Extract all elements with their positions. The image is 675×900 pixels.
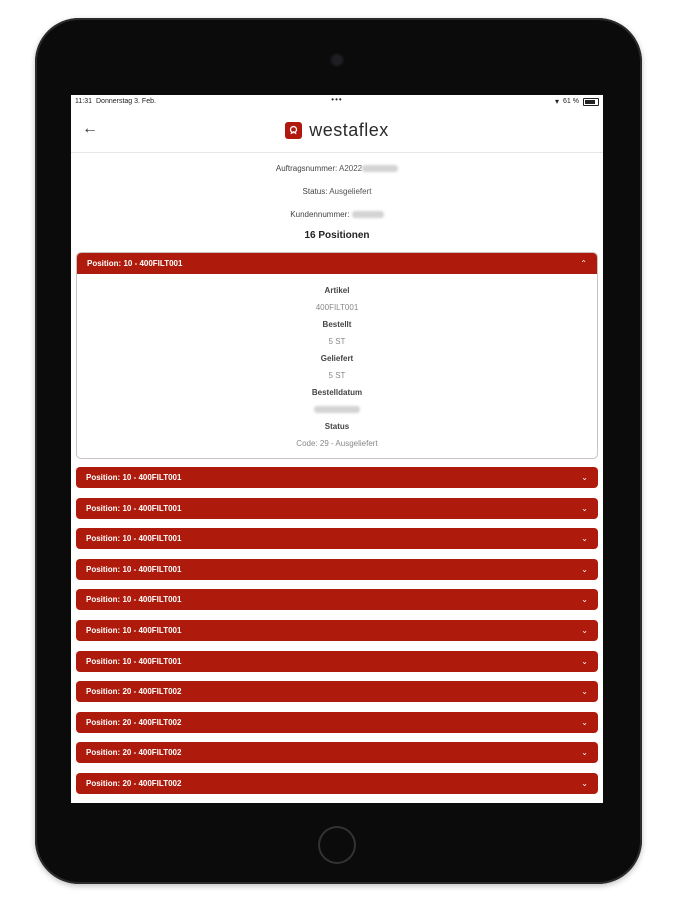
status-value: Code: 29 - Ausgeliefert [296, 439, 378, 448]
expanded-position-card [76, 252, 598, 459]
position-header[interactable] [76, 742, 598, 763]
position-title: Position: 10 - 400FILT001 [86, 595, 182, 605]
battery-percent: 61 % [563, 98, 579, 105]
chevron-down-icon: ⌄ [581, 564, 588, 574]
battery-icon [583, 98, 599, 106]
order-status-value: Ausgeliefert [329, 187, 372, 196]
bestellt-value: 5 ST [328, 337, 346, 346]
customer-number-label: Kundennummer: [290, 210, 350, 219]
position-header[interactable] [76, 528, 598, 549]
position-header[interactable] [76, 681, 598, 702]
app-screen [71, 95, 603, 803]
home-button[interactable] [318, 826, 356, 864]
position-header[interactable] [76, 712, 598, 733]
position-title: Position: 10 - 400FILT001 [86, 625, 182, 635]
position-title: Position: 20 - 400FILT002 [86, 778, 182, 788]
order-status-row [71, 180, 603, 203]
positions-count: 16 Positionen [304, 230, 370, 241]
chevron-down-icon: ⌄ [581, 595, 588, 605]
camera-icon [332, 55, 342, 65]
chevron-down-icon: ⌄ [581, 473, 588, 482]
wifi-icon: ▾ [555, 97, 560, 106]
bestelldatum-value [77, 401, 597, 418]
artikel-label: Artikel [324, 286, 350, 295]
chevron-down-icon: ⌄ [581, 717, 588, 727]
tablet-frame [35, 18, 642, 884]
back-arrow-icon[interactable]: ← [82, 120, 98, 137]
position-title: Position: 20 - 400FILT002 [86, 748, 182, 758]
chevron-down-icon: ⌄ [581, 534, 588, 544]
redacted-customer-number [352, 211, 384, 218]
position-title: Position: 10 - 400FILT001 [86, 656, 182, 666]
position-title: Position: 20 - 400FILT002 [86, 717, 182, 727]
redacted-order-number [362, 165, 398, 172]
status-date: Donnerstag 3. Feb. [96, 98, 156, 105]
position-header[interactable] [76, 773, 598, 794]
position-title: Position: 10 - 400FILT001 [86, 564, 182, 574]
order-number-row [71, 157, 603, 180]
position-title: Position: 10 - 400FILT001 [86, 473, 182, 482]
chevron-down-icon: ⌄ [581, 778, 588, 788]
chevron-down-icon: ⌄ [581, 503, 588, 513]
multitasking-dots[interactable]: ••• [331, 95, 343, 104]
order-number-value: A2022 [339, 164, 363, 173]
bestellt-label: Bestellt [322, 320, 352, 329]
chevron-down-icon: ⌄ [581, 625, 588, 635]
chevron-down-icon: ⌄ [581, 656, 588, 666]
chevron-up-icon: ⌃ [580, 259, 587, 268]
position-header[interactable] [76, 498, 598, 519]
position-header[interactable] [76, 589, 598, 610]
position-title: Position: 20 - 400FILT002 [86, 687, 182, 697]
position-header[interactable] [76, 651, 598, 672]
order-number-label: Auftragsnummer: [275, 164, 338, 173]
westaflex-logo-icon [285, 122, 302, 139]
brand-logo [285, 120, 389, 141]
bestelldatum-label: Bestelldatum [311, 388, 363, 397]
status-label: Status [324, 422, 350, 431]
navigation-bar [71, 108, 603, 153]
position-header[interactable] [76, 467, 598, 488]
status-bar [71, 95, 603, 108]
order-status-label: Status: [302, 187, 328, 196]
position-title: Position: 10 - 400FILT001 [86, 534, 182, 544]
customer-number-row [71, 203, 603, 226]
artikel-value: 400FILT001 [315, 303, 359, 312]
position-details [77, 274, 597, 458]
position-title: Position: 10 - 400FILT001 [87, 259, 183, 268]
brand-name: westaflex [309, 119, 389, 140]
chevron-down-icon: ⌄ [581, 687, 588, 697]
order-info [71, 153, 603, 252]
status-time: 11:31 [75, 98, 92, 105]
position-header[interactable] [76, 559, 598, 580]
geliefert-label: Geliefert [320, 354, 354, 363]
position-header[interactable] [76, 620, 598, 641]
positions-list [71, 252, 603, 794]
position-title: Position: 10 - 400FILT001 [86, 503, 182, 513]
chevron-down-icon: ⌄ [581, 748, 588, 758]
position-header-expanded[interactable] [77, 253, 597, 274]
geliefert-value: 5 ST [328, 371, 346, 380]
